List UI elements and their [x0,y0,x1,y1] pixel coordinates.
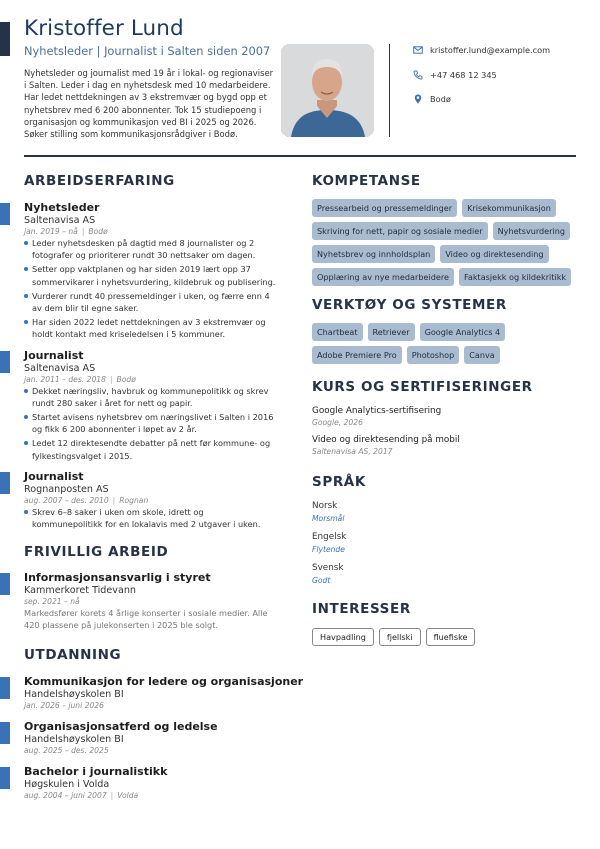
contact-list [413,44,550,118]
skill-tag: Krisekommunikasjon [462,199,556,217]
course-item [312,406,577,427]
entry-title: Bachelor i journalistikk [24,764,168,778]
experience-entry [24,201,289,341]
section-title-education: UTDANNING [24,646,122,663]
entry-company: Saltenavisa AS [24,362,96,374]
entry-bullets [24,385,289,462]
bullet-item: Leder nyhetsdesken på dagtid med 8 journalister og 2 fotografer og prioriterer rundt 30 nettsaker om dagen. [24,237,276,261]
bullet-item: Skrev 6–8 saker i uken om skole, idrett og kommunepolitikk for en lokalavis med 2 utgaver i uken. [24,506,276,530]
entry-marker [0,351,10,373]
entry-place: Rognan [119,495,149,505]
entry-meta: jan. 2019 – nå | Bodø [24,227,108,236]
header-rule [24,155,576,157]
language-level: Godt [312,576,331,585]
entry-school: Høgskulen i Volda [24,778,110,790]
entry-marker [0,677,10,699]
entry-meta: jan. 2011 – des. 2018 | Bodø [24,374,136,384]
phone-icon [413,70,423,80]
entry-dates: jan. 2011 – des. 2018 [24,374,106,384]
bullet-item: Setter opp vaktplanen og har siden 2019 lært opp 37 sommervikarer i nyhetsvurdering, kildebruk og publisering. [24,263,276,287]
entry-title: Informasjonsansvarlig i styret [24,571,211,585]
header [24,16,279,140]
header-accent-bar [0,22,10,56]
section-title-volunteer: FRIVILLIG ARBEID [24,544,169,561]
entry-dates: aug. 2007 – des. 2010 [24,495,109,505]
bullet-item: Har siden 2022 ledet nettdekningen av 3 ekstremvær og holdt kontakt med kriseledelsen i 5 kommuner. [24,316,276,340]
section-title-interests: INTERESSER [312,601,411,617]
summary: Nyhetsleder og journalist med 19 år i lokal- og regionaviser i Salten. Leder i dag en nyhetsdesk med 10 medarbeidere. Har ledet nettdekningen av 3 ekstremvær og bygd opp et nyhetsbrev med 6 200 abonnenter. Tok 15 studiepoeng i organisasjon og kommunikasjon ved BI i 2025 og 2026. Søker stilling som kommunikasjonsrådgiver i Bodø. [24,68,274,140]
course-meta: Google, 2026 [312,418,363,427]
section-title-languages: SPRÅK [312,474,366,490]
bullet-item: Dekket næringsliv, havbruk og kommunepolitikk og skrev rundt 280 saker i året for nett og papir. [24,385,276,409]
entry-meta: aug. 2004 – juni 2007 | Volda [24,790,139,800]
education-entry [24,674,304,710]
language-level: Morsmål [312,514,345,523]
language-name: Svensk [312,563,344,573]
tool-tags [312,323,577,369]
entry-title: Organisasjonsatferd og ledelse [24,719,218,733]
language-name: Engelsk [312,532,347,542]
entry-place: Bodø [88,227,108,236]
skill-tag: Faktasjekk og kildekritikk [459,268,571,286]
course-title: Google Analytics-sertifisering [312,406,442,416]
language-item [312,501,577,523]
entry-company: Rognanposten AS [24,483,109,495]
location-icon [413,94,423,104]
entry-dates: aug. 2004 – juni 2007 [24,790,107,800]
interest-tag: fjellski [379,628,421,646]
entry-org: Kammerkoret Tidevann [24,585,137,597]
language-level: Flytende [312,545,345,554]
entry-bullets [24,237,289,341]
header-divider [389,44,390,137]
section-title-courses: KURS OG SERTIFISERINGER [312,379,533,395]
bullet-item: Ledet 12 direktesendte debatter på nett før kommune- og fylkestingsvalget i 2015. [24,437,276,461]
skill-tag: Nyhetsbrev og innholdsplan [312,245,435,263]
course-title: Video og direktesending på mobil [312,435,460,445]
entry-title: Kommunikasjon for ledere og organisasjoner [24,674,304,688]
skill-tag: Video og direktesending [440,245,548,263]
language-name: Norsk [312,501,338,511]
language-item [312,563,577,585]
section-title-skills: KOMPETANSE [312,173,421,189]
course-meta: Saltenavisa AS, 2017 [312,447,393,456]
left-column [24,173,304,800]
course-item [312,435,577,456]
entry-meta: aug. 2007 – des. 2010 | Rognan [24,495,149,505]
skill-tag: Pressearbeid og pressemeldinger [312,199,457,217]
tool-tag: Chartbeat [312,323,363,341]
section-title-tools: VERKTØY OG SYSTEMER [312,297,507,313]
tool-tag: Photoshop [407,346,460,364]
bullet-item: Startet avisens nyhetsbrev om næringslivet i Salten i 2016 og fikk 6 200 abonnenter i løpet av 2 år. [24,411,276,435]
entry-dates: jan. 2026 – juni 2026 [24,700,104,710]
interest-tag: Havpadling [312,628,374,646]
language-item [312,532,577,554]
skill-tag: Nyhetsvurdering [493,222,570,240]
entry-school: Handelshøyskolen BI [24,688,124,700]
right-column [312,173,577,651]
skill-tags [312,199,577,291]
experience-entry [24,349,289,462]
entry-marker [0,767,10,789]
interest-tag: fluefiske [426,628,476,646]
experience-entry [24,470,289,530]
entry-dates: sep. 2021 – nå [24,597,80,607]
entry-title: Nyhetsleder [24,201,100,214]
entry-marker [0,573,10,595]
tool-tag: Retriever [368,323,415,341]
email-icon [413,45,423,55]
email-text: kristoffer.lund@example.com [430,45,551,55]
entry-marker [0,203,10,225]
tool-tag: Canva [464,346,500,364]
entry-title: Journalist [24,348,84,362]
contact-location [413,93,550,105]
tool-tag: Adobe Premiere Pro [312,346,402,364]
entry-marker [0,722,10,744]
skill-tag: Skriving for nett, papir og sosiale medier [312,222,488,240]
profile-photo [281,44,374,137]
bullet-item: Vurderer rundt 40 pressemeldinger i uken, og færre enn 4 av dem blir til egne saker. [24,290,276,314]
entry-dates: jan. 2019 – nå [24,227,78,236]
entry-place: Bodø [116,374,136,384]
contact-phone[interactable] [413,69,550,81]
entry-company: Saltenavisa AS [24,215,96,226]
entry-dates: aug. 2025 – des. 2025 [24,745,109,755]
education-entry [24,720,289,755]
section-title-experience: ARBEIDSERFARING [24,173,175,189]
phone-text: +47 468 12 345 [430,69,497,80]
entry-school: Handelshøyskolen BI [24,733,124,745]
volunteer-entry [24,571,289,631]
skill-tag: Opplæring av nye medarbeidere [312,268,454,286]
interest-tags [312,628,577,651]
entry-title: Journalist [24,469,84,483]
candidate-title: Nyhetsleder | Journalist i Salten siden 2007 [24,44,271,58]
tool-tag: Google Analytics 4 [420,323,506,341]
entry-place: Volda [117,790,139,800]
contact-email[interactable] [413,44,550,56]
candidate-name: Kristoffer Lund [24,16,184,41]
entry-description: Markedsfører korets 4 årlige konserter i sosiale medier. Alle 420 plassene på julekonserten i 2025 ble solgt. [24,608,268,631]
entry-bullets [24,506,289,530]
education-entry [24,765,289,800]
entry-marker [0,472,10,494]
location-text: Bodø [430,94,451,104]
